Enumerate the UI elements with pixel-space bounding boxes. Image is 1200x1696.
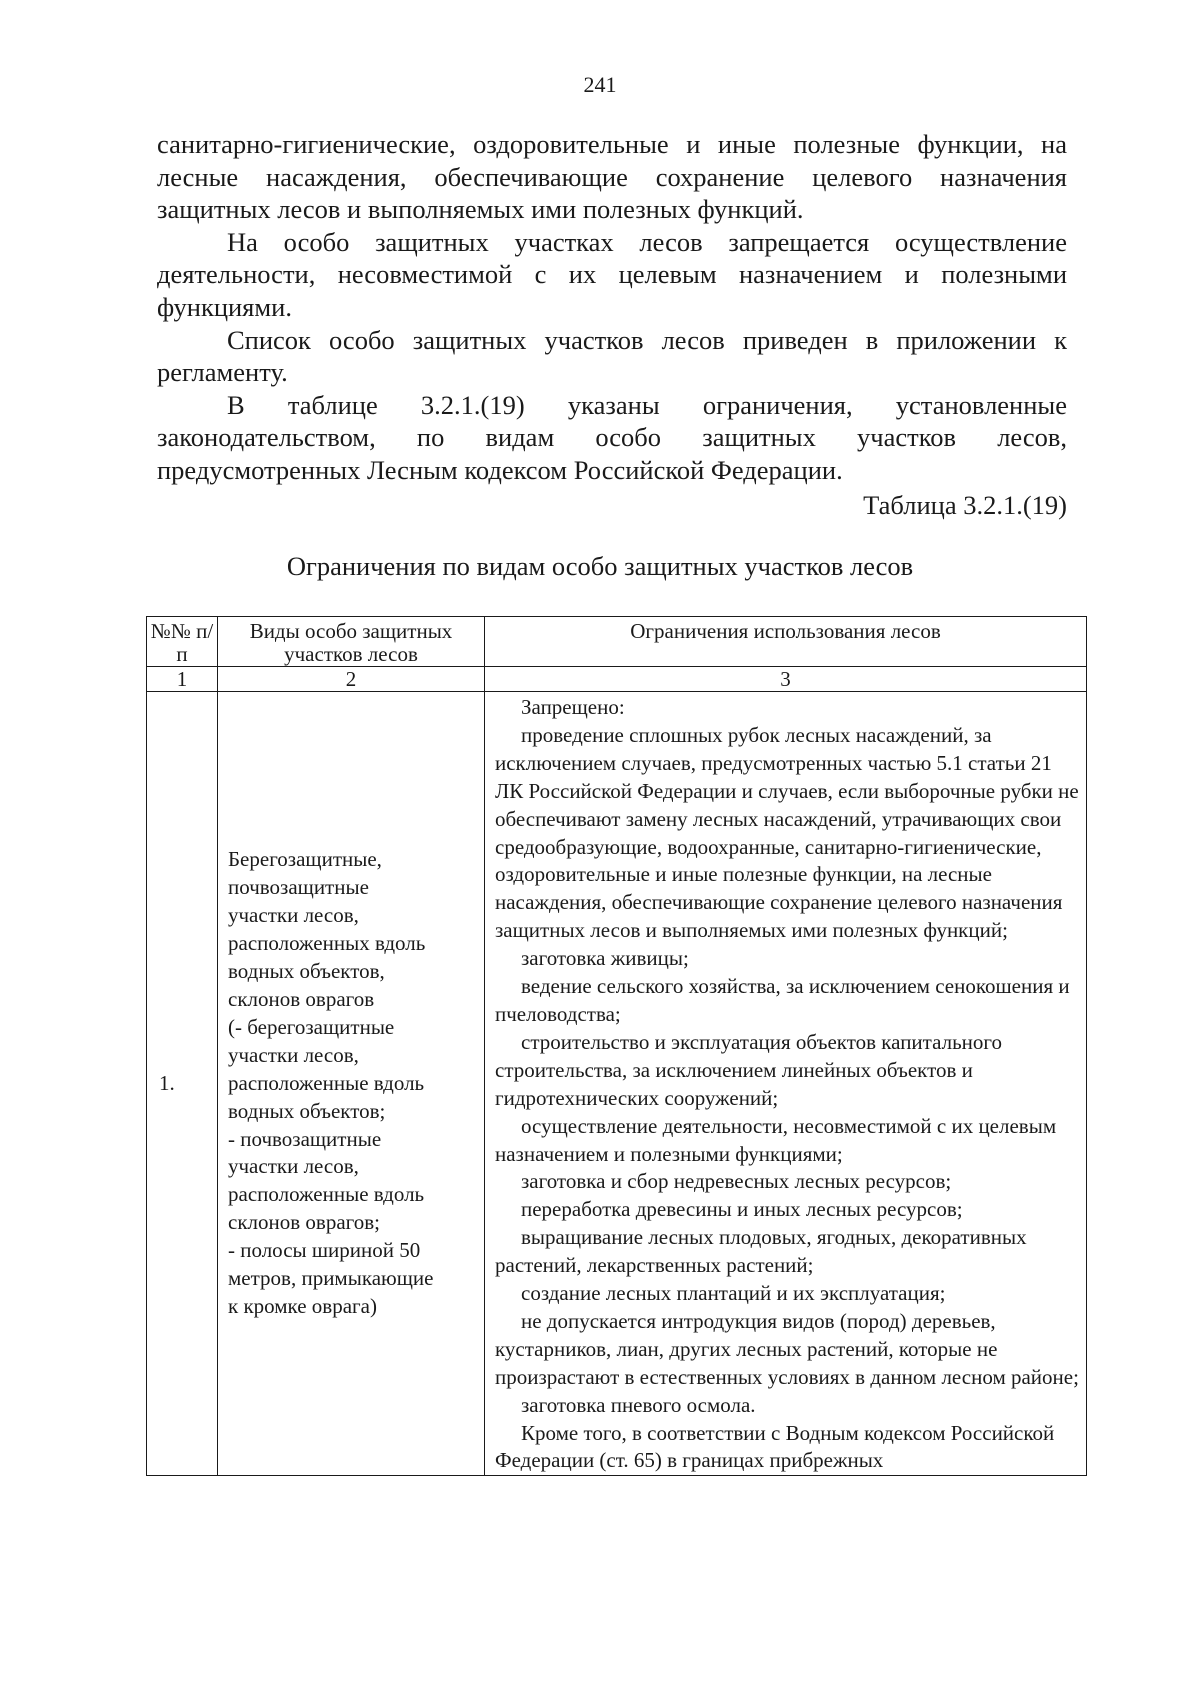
restriction-item: выращивание лесных плодовых, ягодных, декоративных растений, лекарственных растений;	[495, 1225, 1027, 1278]
restriction-item: не допускается интродукция видов (пород) деревьев, кустарников, лиан, других лесных растений, которые не произрастают в естественных условиях в данном лесном районе;	[495, 1308, 1079, 1389]
table-header-row	[147, 617, 1087, 667]
forest-type-line: участки лесов,	[228, 1042, 359, 1067]
forest-type-line: склонов оврагов;	[228, 1210, 380, 1235]
forest-type-line: - полосы шириной 50	[228, 1238, 421, 1263]
restriction-item: проведение сплошных рубок лесных насаждений, за исключением случаев, предусмотренных частью 5.1 статьи 21 ЛК Российской Федерации и случаев, если выборочные рубки не обеспечивают замену лесных насаждений, утрачивающих свои средообразующие, водоохранные, санитарно-гигиенические, оздоровительные и иные полезные функции, на лесные насаждения, обеспечивающие сохранение целевого назначения защитных лесов и выполняемых ими полезных функций;	[495, 722, 1079, 943]
restriction-item: Кроме того, в соответствии с Водным кодексом Российской Федерации (ст. 65) в границах прибрежных	[495, 1420, 1055, 1473]
forest-type-line: расположенных вдоль	[228, 931, 426, 956]
forest-type-line: к кромке оврага)	[228, 1293, 377, 1318]
forest-type-line: почвозащитные	[228, 875, 369, 900]
row-number: 1.	[147, 692, 218, 1476]
restriction-item: Запрещено:	[521, 695, 625, 719]
paragraph-table-reference: В таблице 3.2.1.(19) указаны ограничения, установленные законодательством, по видам особо защитных участков лесов, предусмотренных Лесным кодексом Российской Федерации.	[157, 389, 1067, 485]
paragraph-prohibition: На особо защитных участках лесов запрещается осуществление деятельности, несовместимой с их целевым назначением и полезными функциями.	[157, 226, 1067, 322]
forest-type-line: склонов оврагов	[228, 987, 375, 1012]
body-text	[157, 128, 1067, 487]
restrictions-table	[146, 616, 1087, 1476]
restriction-item: создание лесных плантаций и их эксплуатация;	[521, 1281, 946, 1306]
restriction-item: ведение сельского хозяйства, за исключением сенокошения и пчеловодства;	[495, 974, 1070, 1026]
column-number-2: 2	[218, 667, 485, 692]
table-row	[147, 692, 1087, 1476]
paragraph-continuation: санитарно-гигиенические, оздоровительные и иные полезные функции, на лесные насаждения, обеспечивающие сохранение целевого назначения защитных лесов и выполняемых ими полезных функций.	[157, 129, 1067, 225]
forest-type-line: метров, примыкающие	[228, 1266, 434, 1291]
forest-type-line: участки лесов,	[228, 1154, 359, 1179]
restrictions-cell	[485, 692, 1087, 1476]
forest-types-cell	[218, 692, 485, 1476]
forest-type-line: расположенные вдоль	[228, 1070, 425, 1095]
restriction-item: переработка древесины и иных лесных ресурсов;	[521, 1197, 963, 1222]
restriction-item: заготовка пневого осмола.	[521, 1392, 756, 1417]
forest-type-line: водных объектов,	[228, 959, 385, 984]
restriction-item: заготовка и сбор недревесных лесных ресурсов;	[521, 1169, 952, 1194]
forest-type-line: участки лесов,	[228, 903, 359, 928]
table-title: Ограничения по видам особо защитных участков лесов	[286, 551, 914, 581]
header-number: №№ п/п	[147, 617, 218, 667]
forest-type-line: расположенные вдоль	[228, 1182, 425, 1207]
column-number-1: 1	[147, 667, 218, 692]
header-restrictions: Ограничения использования лесов	[485, 617, 1087, 667]
forest-type-line: Берегозащитные,	[228, 847, 382, 872]
forest-type-line: - почвозащитные	[228, 1126, 382, 1151]
forest-type-line: (- берегозащитные	[228, 1014, 395, 1039]
table-label: Таблица 3.2.1.(19)	[863, 490, 1067, 520]
restriction-item: строительство и эксплуатация объектов капитального строительства, за исключением линейных объектов и гидротехнических сооружений;	[495, 1029, 1002, 1110]
column-number-3: 3	[485, 667, 1087, 692]
page-number: 241	[583, 72, 617, 97]
column-number-row	[147, 667, 1087, 692]
header-forest-types: Виды особо защитных участков лесов	[218, 617, 485, 667]
restriction-item: заготовка живицы;	[521, 946, 689, 971]
restriction-item: осуществление деятельности, несовместимой с их целевым назначением и полезными функциями;	[495, 1113, 1057, 1166]
paragraph-list-reference: Список особо защитных участков лесов приведен в приложении к регламенту.	[157, 324, 1067, 388]
forest-type-line: водных объектов;	[228, 1098, 386, 1123]
